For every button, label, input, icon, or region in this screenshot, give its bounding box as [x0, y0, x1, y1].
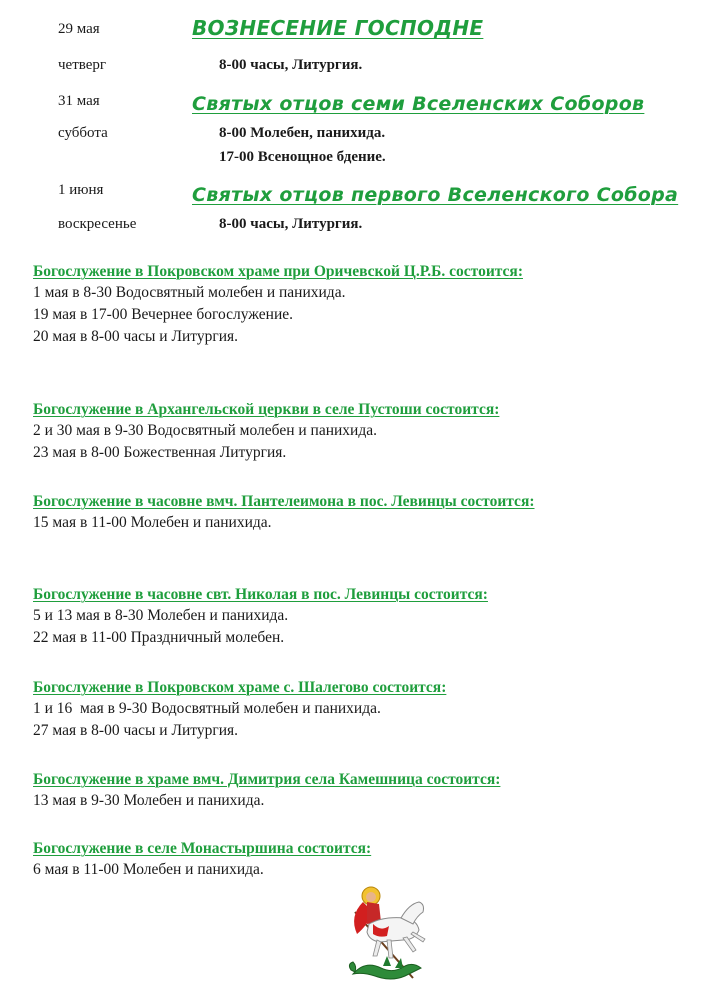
feast-service: 17-00 Всенощное бдение. [219, 149, 386, 165]
service-block-pokrovsky-hospital [33, 262, 673, 348]
service-line: 15 мая в 11-00 Молебен и панихида. [33, 514, 272, 531]
service-line: 2 и 30 мая в 9-30 Водосвятный молебен и панихида. [33, 422, 377, 439]
service-line: 1 мая в 8-30 Водосвятный молебен и панихида. [33, 284, 346, 301]
feast-title: Святых отцов семи Вселенских Соборов [192, 93, 645, 115]
block-heading: Богослужение в Архангельской церкви в селе Пустоши состоится: [33, 401, 500, 418]
feast-date: 29 мая [58, 21, 100, 37]
feast-title: Святых отцов первого Вселенского Собора [192, 184, 679, 206]
feast-service: 8-00 часы, Литургия. [219, 216, 363, 232]
service-line: 5 и 13 мая в 8-30 Молебен и панихида. [33, 607, 289, 624]
service-line: 1 и 16 мая в 9-30 Водосвятный молебен и панихида. [33, 700, 381, 717]
feast-title: ВОЗНЕСЕНИЕ ГОСПОДНЕ [192, 16, 484, 40]
service-line: 20 мая в 8-00 часы и Литургия. [33, 328, 238, 345]
service-block-shalegovo [33, 678, 673, 742]
feast-date: 31 мая [58, 93, 100, 109]
feast-service: 8-00 Молебен, панихида. [219, 125, 386, 141]
service-line: 23 мая в 8-00 Божественная Литургия. [33, 444, 287, 461]
block-heading: Богослужение в селе Монастыршина состоится: [33, 840, 372, 857]
block-heading: Богослужение в храме вмч. Димитрия села Камешница состоится: [33, 771, 501, 788]
saint-george-dragon-icon [343, 882, 433, 982]
service-block-kameshnitsa [33, 770, 673, 812]
service-block-nikolai-levintsy [33, 585, 673, 649]
feast-service: 8-00 часы, Литургия. [219, 57, 363, 73]
service-line: 13 мая в 9-30 Молебен и панихида. [33, 792, 265, 809]
service-block-panteleimon-levintsy [33, 492, 673, 534]
service-line: 19 мая в 17-00 Вечернее богослужение. [33, 306, 294, 323]
service-line: 27 мая в 8-00 часы и Литургия. [33, 722, 238, 739]
block-heading: Богослужение в Покровском храме при Оричевской Ц.Р.Б. состоится: [33, 263, 523, 280]
block-heading: Богослужение в часовне вмч. Пантелеимона в пос. Левинцы состоится: [33, 493, 535, 510]
feast-weekday: воскресенье [58, 216, 137, 232]
feast-weekday: четверг [58, 57, 107, 73]
block-heading: Богослужение в Покровском храме с. Шалегово состоится: [33, 679, 447, 696]
feast-weekday: суббота [58, 125, 108, 141]
block-heading: Богослужение в часовне свт. Николая в пос. Левинцы состоится: [33, 586, 488, 603]
service-block-pustoshi [33, 400, 673, 464]
service-line: 6 мая в 11-00 Молебен и панихида. [33, 861, 264, 878]
feast-date: 1 июня [58, 182, 104, 198]
service-block-monastyrshina [33, 839, 673, 881]
service-line: 22 мая в 11-00 Праздничный молебен. [33, 629, 285, 646]
